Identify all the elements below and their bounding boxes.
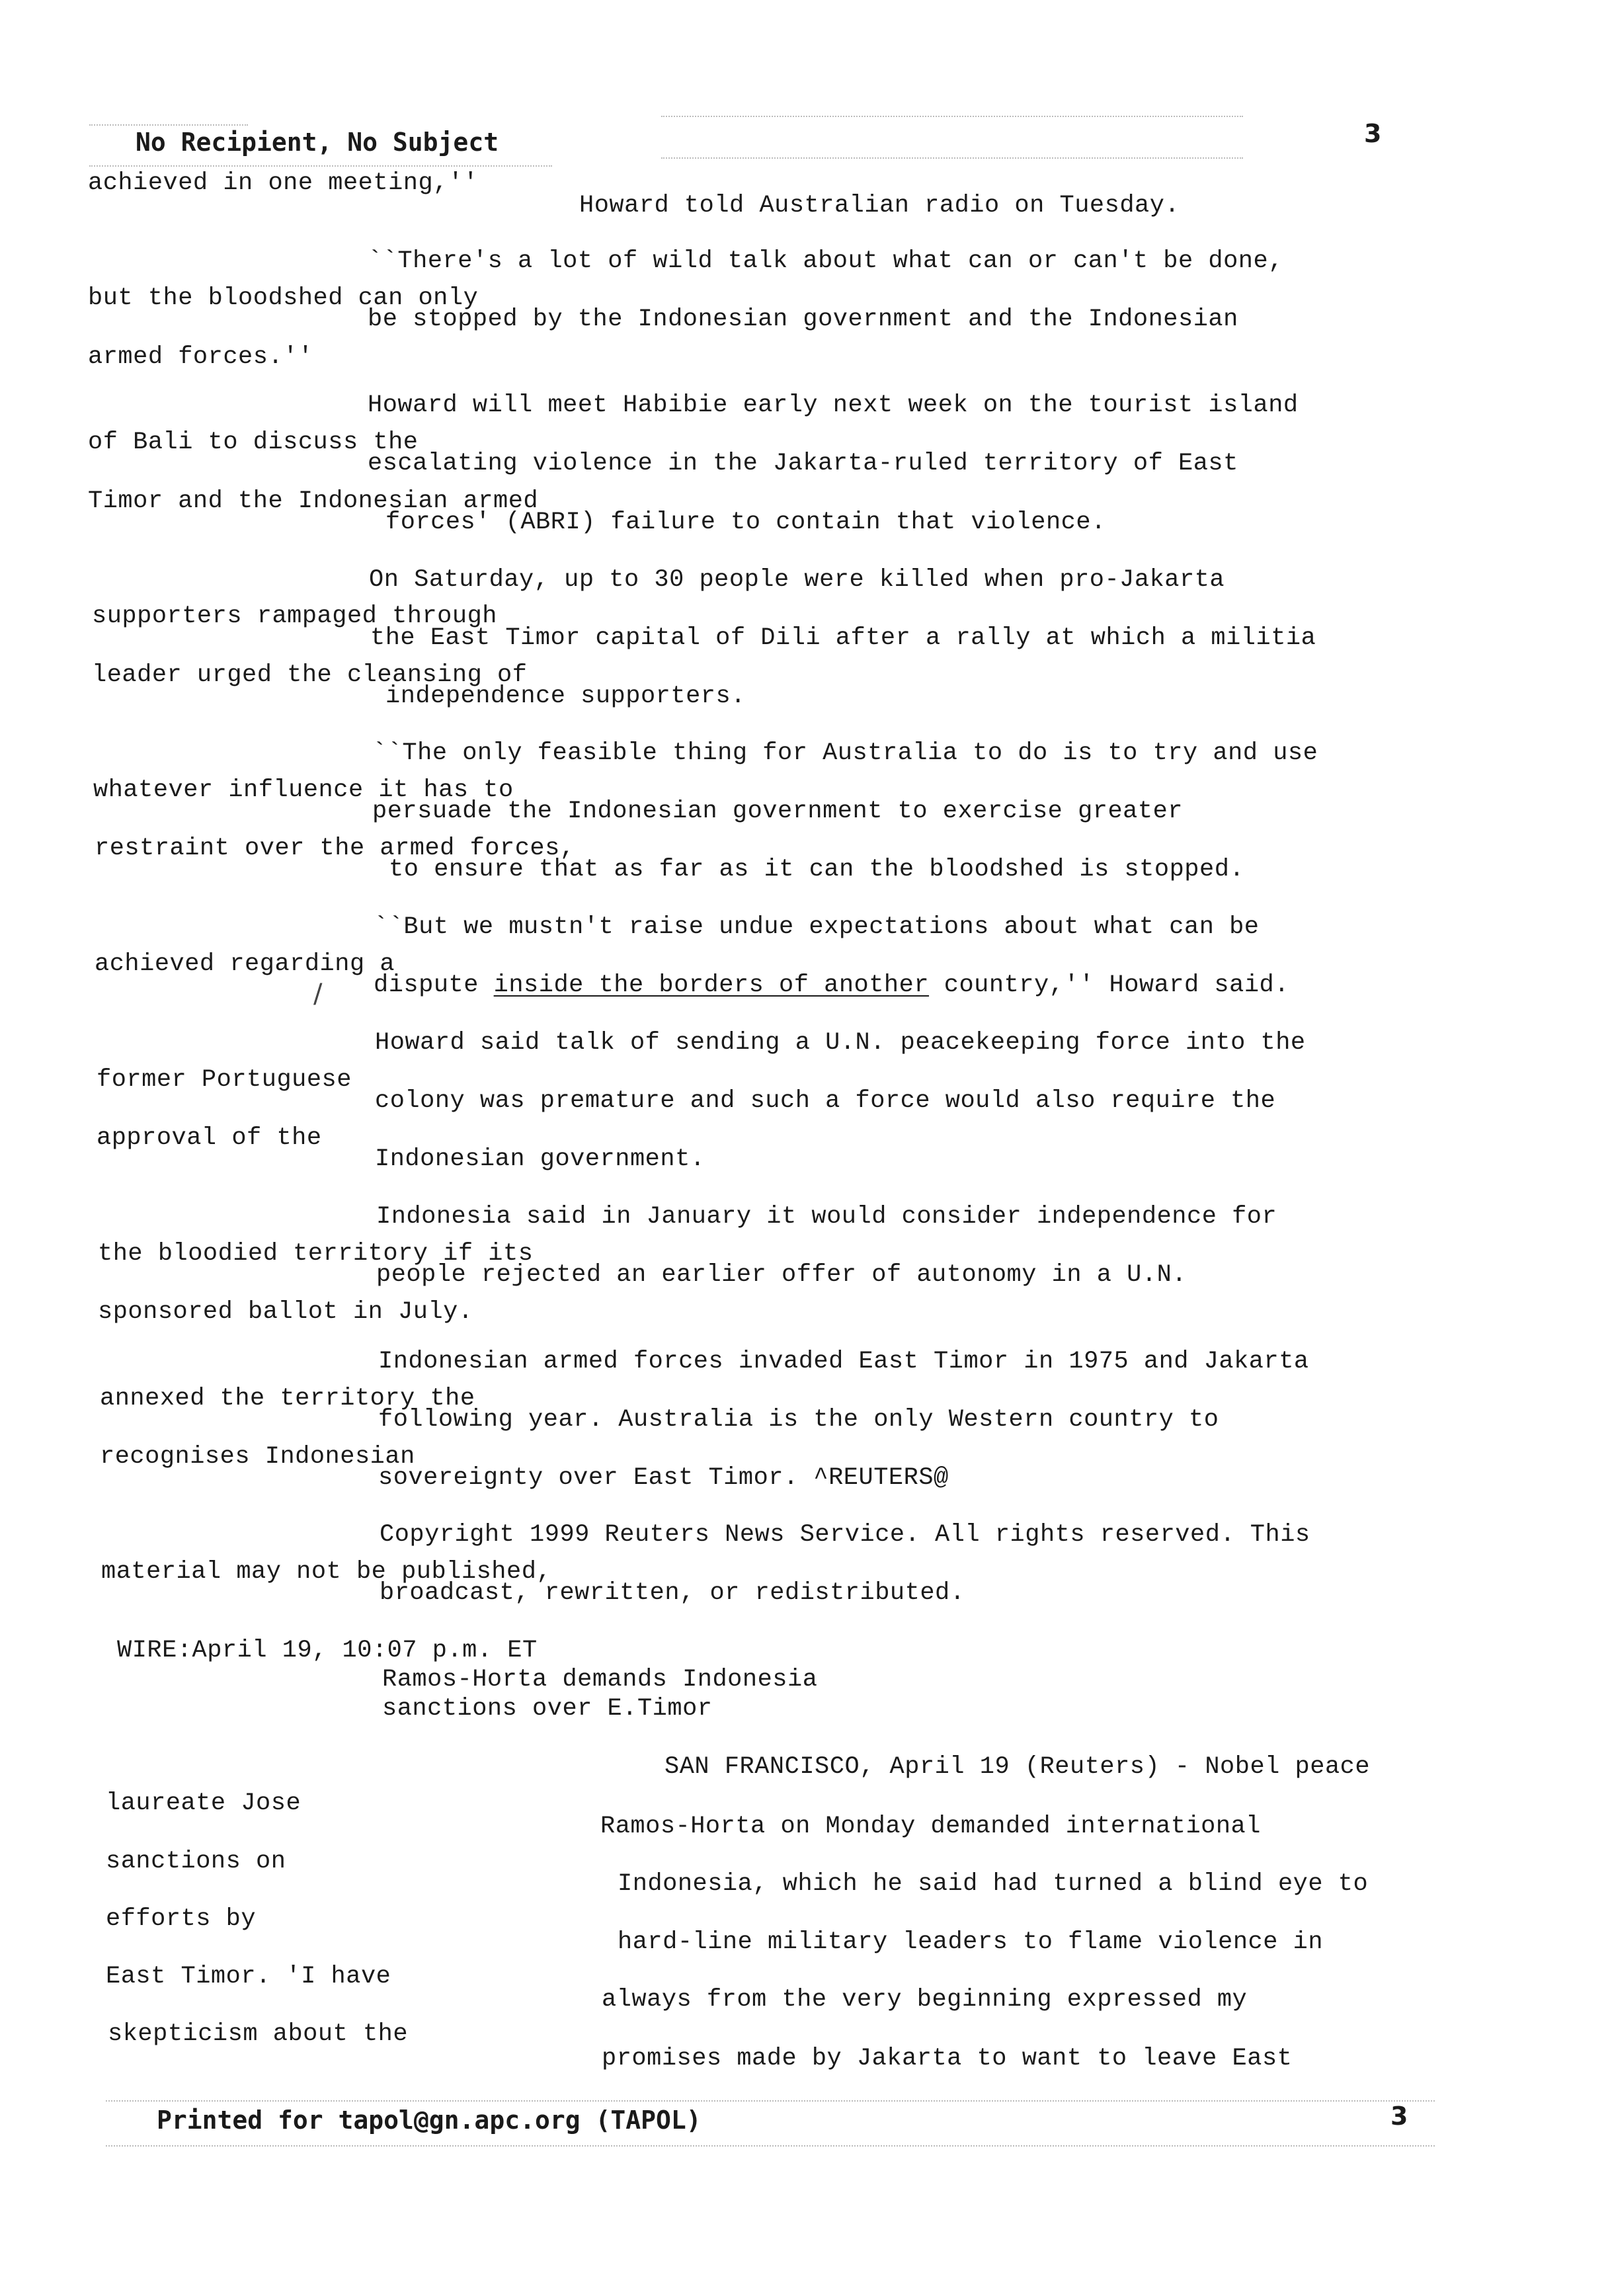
header-underline-right: [661, 157, 1243, 159]
text-line: broadcast, rewritten, or redistributed.: [380, 1579, 965, 1607]
text-line: sovereignty over East Timor. ^REUTERS@: [378, 1464, 949, 1492]
text-line: escalating violence in the Jakarta-ruled territory of East: [368, 450, 1238, 477]
text-line: material may not be published,: [101, 1558, 552, 1586]
text-line: ``The only feasible thing for Australia to do is to try and use: [372, 739, 1318, 767]
text-line: Timor and the Indonesian armed: [88, 487, 539, 515]
header-rule-left: [89, 124, 248, 126]
margin-bracket-mark: /: [313, 979, 323, 1009]
text-line: Howard told Australian radio on Tuesday.: [579, 192, 1180, 220]
text-line: SAN FRANCISCO, April 19 (Reuters) - Nobel peace: [664, 1753, 1371, 1781]
underlined-phrase: inside the borders of another: [493, 971, 930, 999]
footer-rule-top: [106, 2100, 1435, 2102]
text-line: whatever influence it has to: [93, 776, 514, 804]
text-line: recognises Indonesian: [100, 1443, 415, 1471]
text-line: armed forces.'': [88, 343, 313, 371]
text-line: supporters rampaged through: [92, 602, 497, 630]
text-line: ``There's a lot of wild talk about what can or can't be done,: [368, 247, 1283, 275]
wire-dateline: WIRE:April 19, 10:07 p.m. ET: [117, 1637, 538, 1664]
printed-for-footer: Printed for tapol@gn.apc.org (TAPOL): [157, 2106, 702, 2135]
text-line: skepticism about the: [108, 2020, 409, 2048]
text-line: former Portuguese: [97, 1066, 352, 1094]
article-headline: Ramos-Horta demands Indonesia: [382, 1666, 818, 1694]
text-line: On Saturday, up to 30 people were killed when pro-Jakarta: [369, 566, 1225, 594]
text-line: achieved in one meeting,'': [88, 169, 479, 197]
text-line: Indonesia, which he said had turned a blind eye to: [618, 1870, 1369, 1898]
text-line: annexed the territory the: [100, 1385, 475, 1413]
text-line: hard-line military leaders to flame violence in: [618, 1928, 1324, 1956]
text-line: Howard said talk of sending a U.N. peacekeeping force into the: [375, 1029, 1306, 1057]
text-line: leader urged the cleansing of: [92, 661, 528, 689]
text-line: laureate Jose: [106, 1789, 302, 1817]
text-segment: dispute: [374, 971, 494, 999]
text-line: colony was premature and such a force would also require the: [375, 1087, 1276, 1115]
text-line: East Timor. 'I have: [106, 1963, 391, 1990]
text-line: to ensure that as far as it can the bloodshed is stopped.: [389, 856, 1245, 883]
text-line: people rejected an earlier offer of autonomy in a U.N.: [376, 1261, 1187, 1289]
text-line: Indonesian government.: [375, 1145, 705, 1173]
text-line: independence supporters.: [385, 682, 746, 710]
text-segment: country,'' Howard said.: [929, 971, 1289, 999]
article-headline: sanctions over E.Timor: [382, 1695, 713, 1723]
text-line: approval of the: [97, 1124, 322, 1152]
text-line: ``But we mustn't raise undue expectations about what can be: [374, 913, 1260, 941]
text-line: be stopped by the Indonesian government and the Indonesian: [368, 306, 1238, 333]
text-line: the bloodied territory if its: [98, 1240, 534, 1268]
document-title: No Recipient, No Subject: [136, 128, 499, 157]
text-line: forces' (ABRI) failure to contain that violence.: [385, 509, 1106, 536]
text-line: Indonesian armed forces invaded East Timor in 1975 and Jakarta: [378, 1348, 1309, 1375]
text-line: restraint over the armed forces,: [95, 835, 575, 862]
text-line: the East Timor capital of Dili after a rally at which a militia: [370, 624, 1316, 652]
footer-rule-bottom: [106, 2145, 1435, 2147]
text-line: always from the very beginning expressed my: [602, 1986, 1248, 2014]
text-line: sponsored ballot in July.: [98, 1298, 473, 1326]
text-line: promises made by Jakarta to want to leave East: [602, 2045, 1293, 2072]
footer-page-number: 3: [1390, 2102, 1408, 2131]
text-line: efforts by: [106, 1905, 257, 1933]
header-underline: [89, 165, 552, 167]
text-line: following year. Australia is the only Western country to: [378, 1406, 1219, 1434]
text-line: Ramos-Horta on Monday demanded international: [600, 1813, 1261, 1840]
text-line: sanctions on: [106, 1848, 286, 1875]
text-line: of Bali to discuss the: [88, 429, 419, 456]
text-line: achieved regarding a: [95, 950, 395, 978]
text-line: Copyright 1999 Reuters News Service. All rights reserved. This: [380, 1521, 1310, 1549]
text-line: [374, 971, 1289, 1000]
text-line: persuade the Indonesian government to exercise greater: [372, 798, 1183, 825]
text-line: Howard will meet Habibie early next week on the tourist island: [368, 391, 1299, 419]
header-page-number: 3: [1364, 119, 1382, 148]
text-line: but the bloodshed can only: [88, 284, 479, 312]
text-line: Indonesia said in January it would consider independence for: [376, 1203, 1277, 1231]
header-rule-right: [661, 116, 1243, 117]
